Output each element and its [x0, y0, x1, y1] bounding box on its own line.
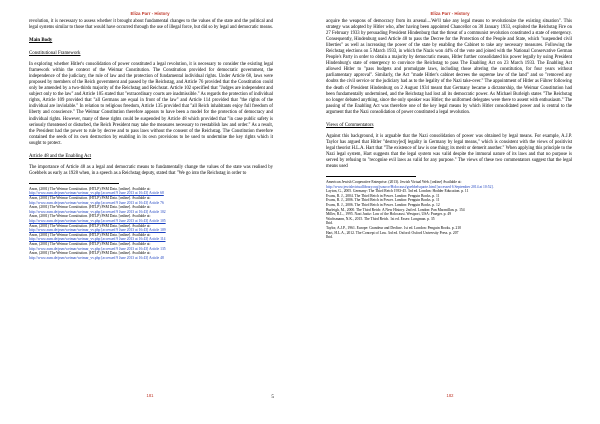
- footnote: Anon, (2001) The Weimar Constitution. (HTLP) PSM Data. [online]. Available at:: [29, 241, 151, 246]
- paragraph-constitution: In exploring whether Hitler's consolidation of power constituted a legal revolution, it is necessary to consider the existing legal framework within the context of the Weimar Constitution. The Constitution provided for democratic government, the independence of the judiciary, the rule of law and the protection of fundamental individual rights. Under Article 68, laws were proposed by members of the Reich government and passed by the Reichstag, and Article 76 provided that the Constitution could only be amended by a two-thirds majority of the Reichstag and Reichsrat. Article 102 specified that "Judges are independent and subject only to the law" and Article 105 stated that "extraordinary courts are inadmissible." As regards the protection of individual rights, Article 109 provided that "all Germans are equal in front of the law" and Article 114 provided that "the rights of the individual are inviolable." In relation to religious freedom, Article 135 provided that "all Reich inhabitants enjoy full freedom of liberty and conscience." The Weimar Constitution therefore appears to have been a model for the protection of democracy and individual rights. However, many of these rights could be suspended by Article 48 which provided that "in case public safety is seriously threatened or disturbed, the Reich President may take the measures necessary to reestablish law and order." As a result, the President had the power to rule by decree and to pass laws without the consent of the Reichstag. The Constitution therefore contained the seeds of its own destruction by enabling in its own provisions to be used to undermine the key rights which it sought to protect.: [29, 62, 273, 146]
- footnote: Anon, (2001) The Weimar Constitution. (HTLP) PSM Data. [online]. Available at:: [29, 232, 151, 237]
- footnote-link[interactable]: http://www.zum.de/psm/weimar/weimar_vv.php [accessed 9 June 2013 at 16:43] Article 76: [29, 200, 164, 205]
- footnote-link[interactable]: http://www.zum.de/psm/weimar/weimar_vv.php [accessed 9 June 2013 at 16:43] Article 102: [29, 209, 166, 214]
- footnote: Hart, H.L.A., 2012. The Concept of Law. 3rd ed. Oxford: Oxford University Press. p. 207: [326, 230, 459, 235]
- footnote-link[interactable]: http://www.jewishvirtuallibrary.org/jsource/Holocaust/goebbelsquote.html [accessed 6 September 2014 at 10:52].: [326, 184, 494, 189]
- footnote: Anon, (2001) The Weimar Constitution. (HTLP) PSM Data. [online]. Available at:: [29, 186, 151, 191]
- footnote: Evans, R. J., 2006. The Third Reich in Power. London: Penguin Books. p. 11: [326, 198, 440, 203]
- footnote-link[interactable]: http://www.zum.de/psm/weimar/weimar_vv.php [accessed 9 June 2013 at 16:43] Article 48: [29, 255, 164, 260]
- footnote-link[interactable]: http://www.zum.de/psm/weimar/weimar_vv.php [accessed 9 June 2013 at 16:43] Article 114: [29, 237, 166, 242]
- footnote: Burleigh, M., 2000. The Third Reich: A New History. 2nd ed. London: Pan Macmillan. p. 154: [326, 207, 465, 212]
- page-number: 5: [271, 394, 274, 400]
- running-header-left: Eliza Parr - History: [130, 11, 170, 16]
- footnote: Wachsmann, N.K., 2015. The Third Reich. 1st ed. Essex: Longman. p. 35: [326, 216, 435, 221]
- footnote-link[interactable]: http://www.zum.de/psm/weimar/weimar_vv.php [accessed 9 June 2013 at 16:43] Article 68: [29, 191, 164, 196]
- right-column: [326, 19, 572, 240]
- page-label-right: 182: [446, 393, 454, 398]
- paragraph-article-48: The importance of Article 48 as a legal and democratic means to fundamentally change the values of the state was realised by Goebbels as early as 1928 when, in a speech as a Reichstag deputy, stated that "We go into the Reichstag in order to: [29, 164, 273, 176]
- paragraph-views: Against this background, it is arguable that the Nazi consolidation of power was obtained by legal means. For example, A.J.P. Taylor has argued that Hitler "destroy[ed] legality in Germany by legal means," which is consistent with the views of positivist legal theorist H.L.A. Hart that "The existence of law is one thing; its merit or demerit another." When applying this principle to the Nazi legal system, Hart suggests that the legal system was valid despite the immoral nature of its laws and that no purpose is served by refusing to "recognise evil laws as valid for any purpose." The views of these two commentators suggest that the legal means used: [326, 133, 572, 169]
- footnote: Evans, R. J., 2004. The Third Reich in Power. London: Penguin Books. p. 11: [326, 193, 440, 198]
- footnote-link[interactable]: http://www.zum.de/psm/weimar/weimar_vv.php [accessed 9 June 2013 at 16:43] Article 135: [29, 246, 166, 251]
- footnotes-left: [29, 187, 273, 261]
- heading-views-of-commentators: Views of Commentators: [326, 122, 374, 128]
- footnote: Anon, (2001) The Weimar Constitution. (HTLP) PSM Data. [online]. Available at:: [29, 196, 151, 201]
- footnote: Anon, (2001) The Weimar Constitution. (HTLP) PSM Data. [online]. Available at:: [29, 251, 151, 256]
- footnote-link[interactable]: http://www.zum.de/psm/weimar/weimar_vv.php [accessed 9 June 2013 at 16:43] Article 109: [29, 228, 166, 233]
- heading-constitutional-framework: Constitutional Framework: [29, 51, 81, 57]
- footnote: Anon, (2001) The Weimar Constitution. (HTLP) PSM Data. [online]. Available at:: [29, 205, 151, 210]
- footnote: Anon, (2001) The Weimar Constitution. (HTLP) PSM Data. [online]. Available at:: [29, 223, 151, 228]
- footnote-rule: [326, 176, 416, 177]
- heading-article-48: Article 48 and the Enabling Act: [29, 153, 92, 159]
- footnote: Ibid.: [326, 235, 333, 240]
- footnotes-right: [326, 180, 572, 240]
- right-page: [300, 0, 600, 424]
- left-column: [29, 19, 273, 260]
- footnote: Ibid.: [326, 221, 333, 226]
- footnote: Layton, G., 2005. Germany: The Third Reich 1933-45. 3rd ed. London: Hodder Education. p. 11: [326, 189, 469, 194]
- footnote: American Jewish Cooperative Enterprise. (2013). Jewish Virtual Web. [online] Available at:: [326, 180, 462, 185]
- footnote: Anon, (2001) The Weimar Constitution. (HTLP) PSM Data. [online]. Available at:: [29, 214, 151, 219]
- paragraph-enabling-act: acquire the weapons of democracy from its arsenal....We'll take any legal means to revolutionize the existing situation". This strategy was adopted by Hitler who, after having been appointed Chancellor on 30 January 1933, exploited the Reichstag Fire on 27 February 1933 by persuading President Hindenburg that the threat of a communist revolution constituted a state of emergency. Consequently, Hindenburg used Article 48 to pass the Decree for the Protection of the People and State, which "suspended civil liberties" as well as increasing the power of the state by enabling the Cabinet to take any necessary measures. Following the Reichstag elections on 5 March 1933, in which the Nazis won 44% of the vote and joined with the National Conservative German People's Party in order to obtain a majority by democratic means, Hitler further consolidated his power legally by using President Hindenburg's state of emergency to convince the Reichstag to pass The Enabling Act on 23 March 1933. The Enabling Act allowed Hitler to "pass budgets and promulgate laws, including those altering the constitution, for four years without parliamentary approval". Similarly, the Act "made Hitler's cabinet decrees the supreme law of the land" and so "removed any doubts the civil service or the judiciary had as to the legality of the Nazi take-over." The appointment of Hitler as Führer following the death of President Hindenburg on 2 August 1934 meant that Germany became a dictatorship, the Weimar Constitution had been fundamentally undermined, and the Reichstag had lost all its democratic power. As Michael Burleigh states "The Reichstag no longer debated anything, since the only speaker was Hitler; the uniformed delegates were there to assent with enthusiasm." The passing of the Enabling Act was therefore one of the key legal means by which Hitler consolidated power and is central to the argument that the Nazi consolidation of power constituted a legal revolution.: [326, 19, 572, 115]
- paragraph-intro: revolution, it is necessary to assess whether it brought about fundamental changes to the values of the state and the political and legal systems similar to those that would have occurred through the use of illegal force, but did so by legal and democratic means.: [29, 19, 273, 31]
- footnote-link[interactable]: http://www.zum.de/psm/weimar/weimar_vv.php [accessed 9 June 2013 at 16:43] Article 105: [29, 219, 166, 223]
- footnote: Evans, R. J., 2006. The Third Reich in Power. London: Penguin Books. p. 12: [326, 203, 440, 207]
- page-label-left: 181: [146, 393, 154, 398]
- footnote: Taylor, A.J.P., 1961. Europe: Grandeur and Decline. 1st ed. London: Penguin Books. p. 210: [326, 225, 462, 230]
- running-header-right: Eliza Parr - History: [430, 11, 470, 16]
- footnote: Miller, R.L., 1995. Nazi Justiz: Law of the Holocaust. Westport, USA: Praeger. p. 49: [326, 212, 452, 217]
- heading-main-body: Main Body: [29, 38, 53, 44]
- footnote-rule: [29, 183, 119, 184]
